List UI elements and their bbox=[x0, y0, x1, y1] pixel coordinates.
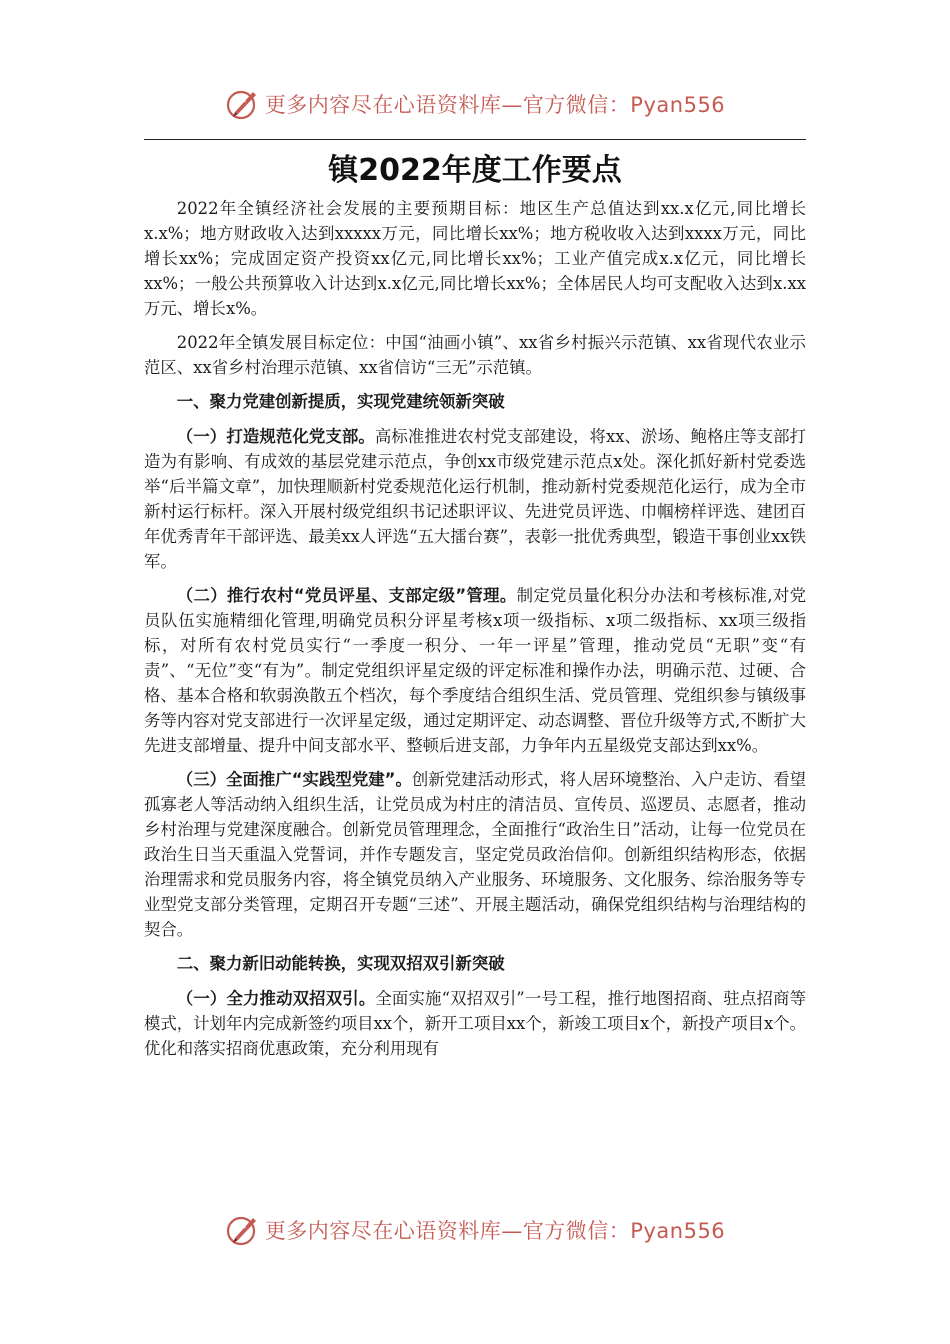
document-body bbox=[144, 148, 806, 1070]
item-text: 高标准推进农村党支部建设，将xx、淤场、鲍格庄等支部打造为有影响、有成效的基层党建示范点，争创xx市级党建示范点x处。深化抓好新村党委选举“后半篇文章”，加快理顺新村党委规范化运行机制，推动新村党委规范化运行，成为全市新村运行标杆。深入开展村级党组织书记述职评议、先进党员评选、巾帼榜样评选、建团百年优秀青年干部评选、最美xx人评选“五大擂台赛”，表彰一批优秀典型，锻造干事创业xx铁军。 bbox=[144, 427, 806, 571]
item-text: 全面实施“双招双引”一号工程，推行地图招商、驻点招商等模式，计划年内完成新签约项目xx个，新开工项目xx个，新竣工项目x个，新投产项目x个。优化和落实招商优惠政策，充分利用现有 bbox=[144, 989, 806, 1058]
intro-paragraph: 2022年全镇发展目标定位：中国“油画小镇”、xx省乡村振兴示范镇、xx省现代农业示范区、xx省乡村治理示范镇、xx省信访“三无”示范镇。 bbox=[144, 333, 806, 377]
item-lead: （二）推行农村“党员评星、支部定级”管理。 bbox=[176, 586, 517, 605]
banner-suffix: 官方微信：Pyan556 bbox=[522, 1219, 726, 1243]
pen-quill-logo-icon bbox=[225, 1212, 261, 1248]
item-text: 制定党员量化积分办法和考核标准,对党员队伍实施精细化管理,明确党员积分评星考核x项一级指标、x项二级指标、xx项三级指标，对所有农村党员实行“一季度一积分、一年一评星”管理，推动党员“无职”变“有责”、“无位”变“有为”。制定党组织评星定级的评定标准和操作办法，明确示范、过硬、合格、基本合格和软弱涣散五个档次，每个季度结合组织生活、党员管理、党组织参与镇级事务等内容对党支部进行一次评星定级，通过定期评定、动态调整、晋位升级等方式,不断扩大先进支部增量、提升中间支部水平、整顿后进支部，力争年内五星级党支部达到xx%。 bbox=[144, 586, 806, 755]
intro-paragraph: 2022年全镇经济社会发展的主要预期目标：地区生产总值达到xx.x亿元,同比增长x.x%；地方财政收入达到xxxxx万元，同比增长xx%；地方税收收入达到xxxx万元，同比增长xx%；完成固定资产投资xx亿元,同比增长xx%；工业产值完成x.x亿元，同比增长xx%；一般公共预算收入计达到x.x亿元,同比增长xx%；全体居民人均可支配收入达到x.xx万元、增长x%。 bbox=[144, 199, 806, 318]
section-item bbox=[144, 424, 806, 574]
item-lead: （一）打造规范化党支部。 bbox=[176, 427, 375, 446]
banner-suffix: 官方微信：Pyan556 bbox=[522, 93, 726, 117]
footer-banner bbox=[0, 1210, 950, 1250]
banner-dash: — bbox=[501, 93, 523, 117]
header-divider bbox=[144, 139, 806, 140]
banner-brand: 更多内容尽在心语资料库 bbox=[264, 1219, 502, 1243]
item-text: 创新党建活动形式，将人居环境整治、入户走访、看望孤寡老人等活动纳入组织生活，让党员成为村庄的清洁员、宣传员、巡逻员、志愿者，推动乡村治理与党建深度融合。创新党员管理理念，全面推行“政治生日”活动，让每一位党员在政治生日当天重温入党誓词，并作专题发言，坚定党员政治信仰。创新组织结构形态，依据治理需求和党员服务内容，将全镇党员纳入产业服务、环境服务、文化服务、综治服务等专业型党支部分类管理，定期召开专题“三述”、开展主题活动，确保党组织结构与治理结构的契合。 bbox=[144, 770, 807, 939]
banner-dash: — bbox=[501, 1219, 523, 1243]
banner-brand: 更多内容尽在心语资料库 bbox=[264, 93, 502, 117]
section-item bbox=[144, 583, 806, 758]
document-title: 镇2022年度工作要点 bbox=[328, 153, 622, 188]
section-heading: 一、聚力党建创新提质，实现党建统领新突破 bbox=[176, 392, 505, 411]
item-lead: （三）全面推广“实践型党建”。 bbox=[176, 770, 412, 789]
header-banner bbox=[0, 84, 950, 124]
banner-text bbox=[265, 89, 725, 119]
item-lead: （一）全力推动双招双引。 bbox=[176, 989, 376, 1008]
banner-text bbox=[265, 1215, 725, 1245]
section-heading: 二、聚力新旧动能转换，实现双招双引新突破 bbox=[176, 954, 505, 973]
section-item bbox=[144, 767, 806, 942]
pen-quill-logo-icon bbox=[225, 86, 261, 122]
section-item bbox=[144, 986, 806, 1061]
